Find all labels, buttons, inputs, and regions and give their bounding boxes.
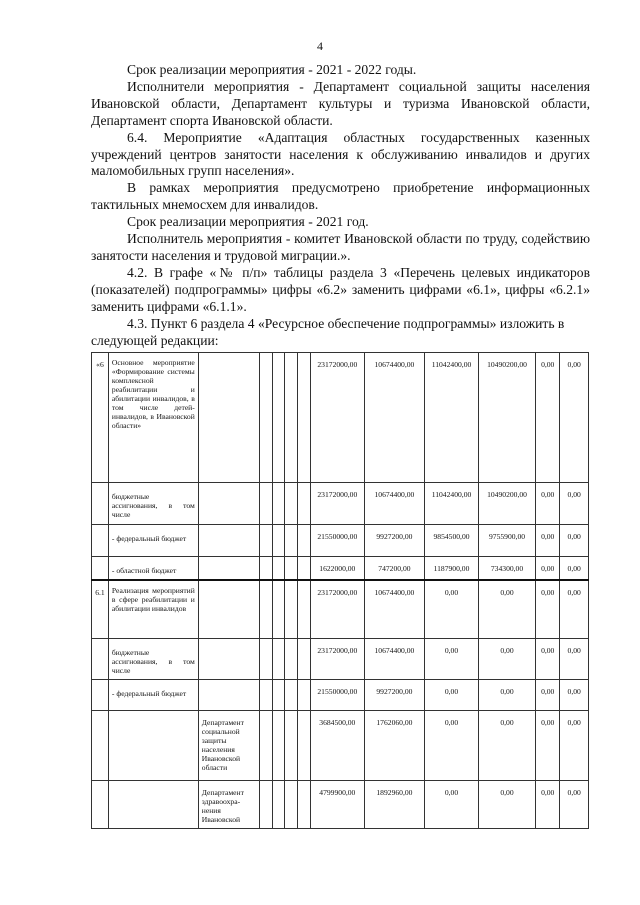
empty-cell — [260, 780, 273, 828]
amount-year-2: 0,00 — [425, 638, 479, 679]
amount-year-2: 0,00 — [425, 780, 479, 828]
empty-cell — [285, 638, 298, 679]
amount-year-2: 1187900,00 — [425, 557, 479, 581]
amount-year-4: 0,00 — [536, 353, 560, 483]
amount-year-1: 1762060,00 — [364, 710, 424, 780]
resource-table — [91, 352, 589, 829]
amount-year-4: 0,00 — [536, 638, 560, 679]
total-amount: 4799900,00 — [310, 780, 364, 828]
amount-year-4: 0,00 — [536, 580, 560, 638]
amount-year-1: 747200,00 — [364, 557, 424, 581]
empty-cell — [272, 525, 285, 557]
amount-year-3: 9755900,00 — [478, 525, 535, 557]
empty-cell — [272, 483, 285, 525]
table-row — [92, 679, 589, 710]
empty-cell — [298, 483, 311, 525]
total-amount: 23172000,00 — [310, 638, 364, 679]
empty-cell — [298, 780, 311, 828]
executor — [198, 638, 259, 679]
empty-cell — [285, 483, 298, 525]
row-number — [92, 638, 109, 679]
measure-name: - федеральный бюджет — [108, 679, 198, 710]
amount-year-2: 0,00 — [425, 710, 479, 780]
paragraph: Срок реализации мероприятия - 2021 год. — [127, 214, 369, 230]
amount-year-3: 0,00 — [478, 780, 535, 828]
table-row — [92, 638, 589, 679]
row-number — [92, 780, 109, 828]
executor — [198, 679, 259, 710]
amount-year-3: 734300,00 — [478, 557, 535, 581]
empty-cell — [260, 580, 273, 638]
total-amount: 23172000,00 — [310, 580, 364, 638]
measure-name: бюджетные ассигнования, в том числе — [108, 638, 198, 679]
page-number: 4 — [317, 39, 323, 53]
empty-cell — [272, 679, 285, 710]
executor — [198, 580, 259, 638]
amount-year-3: 10490200,00 — [478, 483, 535, 525]
amount-year-3: 10490200,00 — [478, 353, 535, 483]
total-amount: 23172000,00 — [310, 353, 364, 483]
measure-name: бюджетные ассигнования, в том числе — [108, 483, 198, 525]
table-row — [92, 525, 589, 557]
amount-year-3: 0,00 — [478, 580, 535, 638]
measure-name — [108, 710, 198, 780]
executor — [198, 557, 259, 581]
empty-cell — [298, 525, 311, 557]
empty-cell — [298, 580, 311, 638]
amount-year-1: 9927200,00 — [364, 679, 424, 710]
row-number: 6.1 — [92, 580, 109, 638]
amount-year-4: 0,00 — [536, 525, 560, 557]
total-amount: 3684500,00 — [310, 710, 364, 780]
measure-name: - федеральный бюджет — [108, 525, 198, 557]
paragraph: Срок реализации мероприятия - 2021 - 2022 годы. — [127, 62, 417, 77]
executor — [198, 353, 259, 483]
empty-cell — [272, 780, 285, 828]
total-amount: 21550000,00 — [310, 679, 364, 710]
total-amount: 23172000,00 — [310, 483, 364, 525]
amount-year-4: 0,00 — [536, 780, 560, 828]
executor: Департамент социальной защиты населения Ивановской области — [198, 710, 259, 780]
row-number — [92, 525, 109, 557]
executor — [198, 483, 259, 525]
amount-year-3: 0,00 — [478, 679, 535, 710]
amount-year-1: 10674400,00 — [364, 580, 424, 638]
amount-year-4: 0,00 — [536, 679, 560, 710]
empty-cell — [272, 353, 285, 483]
amount-year-2: 11042400,00 — [425, 483, 479, 525]
empty-cell — [260, 638, 273, 679]
empty-cell — [298, 710, 311, 780]
empty-cell — [260, 353, 273, 483]
measure-name: - областной бюджет — [108, 557, 198, 581]
paragraph: Исполнители мероприятия - Департамент социальной защиты населения Ивановской области, Департамент культуры и туризма Ивановской области, Департамент спорта Ивановской области. — [91, 78, 590, 128]
empty-cell — [260, 710, 273, 780]
table-row — [92, 580, 589, 638]
empty-cell — [285, 780, 298, 828]
amount-year-2: 0,00 — [425, 580, 479, 638]
row-number — [92, 557, 109, 581]
amount-year-5: 0,00 — [560, 710, 589, 780]
paragraph: 4.2. В графе «№ п/п» таблицы раздела 3 «Перечень целевых индикаторов (показателей) подпрограммы» цифры «6.2» заменить цифрами «6.1», цифры «6.2.1» заменить цифрами «6.1.1». — [91, 264, 590, 314]
amount-year-1: 10674400,00 — [364, 483, 424, 525]
amount-year-1: 10674400,00 — [364, 353, 424, 483]
total-amount: 1622000,00 — [310, 557, 364, 581]
amount-year-5: 0,00 — [560, 483, 589, 525]
empty-cell — [298, 638, 311, 679]
paragraph: В рамках мероприятия предусмотрено приобретение информационных тактильных мнемосхем для инвалидов. — [91, 180, 590, 213]
amount-year-5: 0,00 — [560, 780, 589, 828]
amount-year-5: 0,00 — [560, 353, 589, 483]
row-number — [92, 483, 109, 525]
empty-cell — [285, 710, 298, 780]
empty-cell — [260, 679, 273, 710]
row-number: «6 — [92, 353, 109, 483]
total-amount: 21550000,00 — [310, 525, 364, 557]
empty-cell — [285, 525, 298, 557]
amount-year-1: 10674400,00 — [364, 638, 424, 679]
empty-cell — [260, 525, 273, 557]
amount-year-5: 0,00 — [560, 580, 589, 638]
measure-name: Основное мероприятие «Формирование системы комплексной реабилитации и абилитации инвалидов, в том числе детей-инвалидов, в Ивановской области» — [108, 353, 198, 483]
row-number — [92, 710, 109, 780]
empty-cell — [298, 679, 311, 710]
paragraph: Исполнитель мероприятия - комитет Ивановской области по труду, содействию занятости населения и трудовой миграции.». — [91, 231, 590, 263]
paragraph: 4.3. Пункт 6 раздела 4 «Ресурсное обеспечение подпрограммы» изложить в следующей редакции: — [91, 315, 565, 348]
amount-year-5: 0,00 — [560, 557, 589, 581]
amount-year-3: 0,00 — [478, 710, 535, 780]
paragraph: 6.4. Мероприятие «Адаптация областных государственных казенных учреждений центров занятости населения к обслуживанию инвалидов и других маломобильных групп населения». — [91, 129, 590, 179]
empty-cell — [285, 557, 298, 581]
table-row — [92, 710, 589, 780]
amount-year-4: 0,00 — [536, 557, 560, 581]
empty-cell — [272, 710, 285, 780]
empty-cell — [272, 638, 285, 679]
amount-year-5: 0,00 — [560, 525, 589, 557]
amount-year-1: 1892960,00 — [364, 780, 424, 828]
measure-name — [108, 780, 198, 828]
amount-year-3: 0,00 — [478, 638, 535, 679]
amount-year-1: 9927200,00 — [364, 525, 424, 557]
table-row — [92, 483, 589, 525]
amount-year-4: 0,00 — [536, 483, 560, 525]
amount-year-2: 11042400,00 — [425, 353, 479, 483]
amount-year-2: 0,00 — [425, 679, 479, 710]
document-body — [91, 62, 590, 349]
table-row — [92, 353, 589, 483]
amount-year-5: 0,00 — [560, 679, 589, 710]
amount-year-2: 9854500,00 — [425, 525, 479, 557]
empty-cell — [298, 353, 311, 483]
empty-cell — [285, 679, 298, 710]
empty-cell — [298, 557, 311, 581]
table-row — [92, 557, 589, 581]
empty-cell — [272, 557, 285, 581]
empty-cell — [285, 353, 298, 483]
empty-cell — [285, 580, 298, 638]
executor — [198, 525, 259, 557]
empty-cell — [260, 557, 273, 581]
amount-year-5: 0,00 — [560, 638, 589, 679]
empty-cell — [260, 483, 273, 525]
executor: Департамент здравоохра-нения Ивановской — [198, 780, 259, 828]
measure-name: Реализация мероприятий в сфере реабилитации и абилитации инвалидов — [108, 580, 198, 638]
empty-cell — [272, 580, 285, 638]
row-number — [92, 679, 109, 710]
table-row — [92, 780, 589, 828]
amount-year-4: 0,00 — [536, 710, 560, 780]
